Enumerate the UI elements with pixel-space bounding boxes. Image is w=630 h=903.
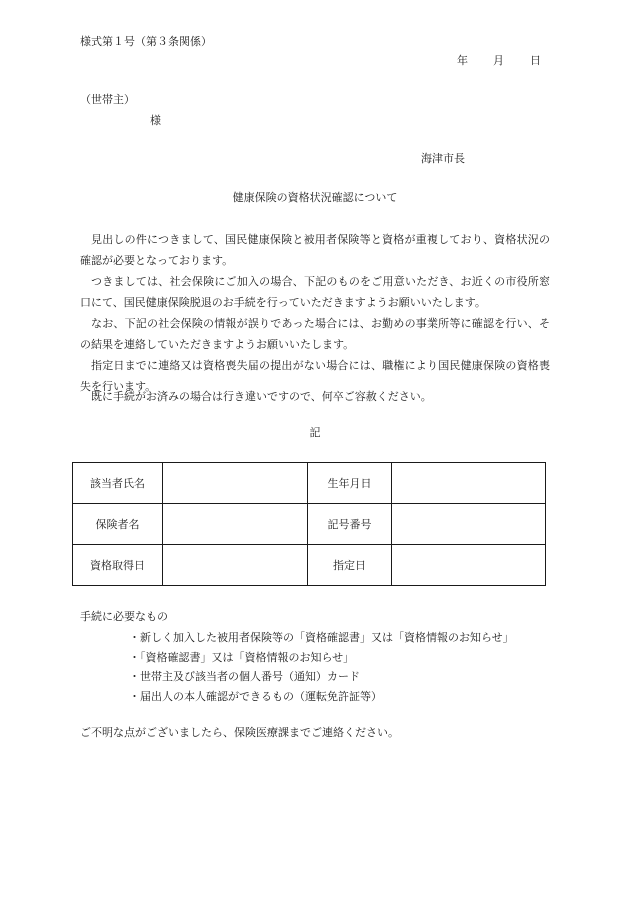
info-table xyxy=(72,462,546,586)
label-acquisition-date: 資格取得日 xyxy=(73,545,163,586)
sender: 海津市長 xyxy=(421,152,465,165)
body-paragraph: 指定日までに連絡又は資格喪失届の提出がない場合には、職権により国民健康保険の資格喪失を行います。 xyxy=(80,359,550,393)
value-designated-date[interactable] xyxy=(392,545,546,586)
label-insurer: 保険者名 xyxy=(73,504,163,545)
value-birthdate[interactable] xyxy=(392,463,546,504)
document-title: 健康保険の資格状況確認について xyxy=(232,191,398,204)
table-row xyxy=(73,545,546,586)
form-number: 様式第１号（第３条関係） xyxy=(80,35,212,48)
addressee-honorific: 様 xyxy=(150,114,161,127)
date-day: 日 xyxy=(530,54,541,67)
list-item: ・ 届出人の本人確認ができるもの（運転免許証等） xyxy=(129,687,514,707)
date-year: 年 xyxy=(457,54,468,67)
requirements-list xyxy=(129,628,514,706)
body-paragraph: つきましては、社会保険にご加入の場合、下記のものをご用意いただき、お近くの市役所窓口にて、国民健康保険脱退のお手続を行っていただきますようお願いいたします。 xyxy=(80,275,550,309)
list-item: ・ 「資格確認書」又は「資格情報のお知らせ」 xyxy=(129,648,514,668)
list-item: ・ 新しく加入した被用者保険等の「資格確認書」又は「資格情報のお知らせ」 xyxy=(129,628,514,648)
label-birthdate: 生年月日 xyxy=(308,463,392,504)
requirements-heading: 手続に必要なもの xyxy=(80,610,168,623)
ki-marker: 記 xyxy=(309,426,321,439)
value-insurer[interactable] xyxy=(163,504,308,545)
body-paragraph: 既に手続がお済みの場合は行き違いですので、何卒ご容赦ください。 xyxy=(91,390,432,403)
value-acquisition-date[interactable] xyxy=(163,545,308,586)
table-row xyxy=(73,504,546,545)
value-symbol-number[interactable] xyxy=(392,504,546,545)
body-paragraph: 見出しの件につきまして、国民健康保険と被用者保険等と資格が重複しており、資格状況の確認が必要となっております。 xyxy=(80,233,550,267)
body-paragraph: なお、下記の社会保険の情報が誤りであった場合には、お勤めの事業所等に確認を行い、その結果を連絡していただきますようお願いいたします。 xyxy=(80,317,550,351)
label-symbol-number: 記号番号 xyxy=(308,504,392,545)
label-designated-date: 指定日 xyxy=(308,545,392,586)
label-name: 該当者氏名 xyxy=(73,463,163,504)
footer-note: ご不明な点がございましたら、保険医療課までご連絡ください。 xyxy=(80,726,399,739)
addressee-role: （世帯主） xyxy=(80,93,135,106)
value-name[interactable] xyxy=(163,463,308,504)
table-row xyxy=(73,463,546,504)
date-month: 月 xyxy=(493,54,504,67)
list-item: ・ 世帯主及び該当者の個人番号（通知）カード xyxy=(129,667,514,687)
